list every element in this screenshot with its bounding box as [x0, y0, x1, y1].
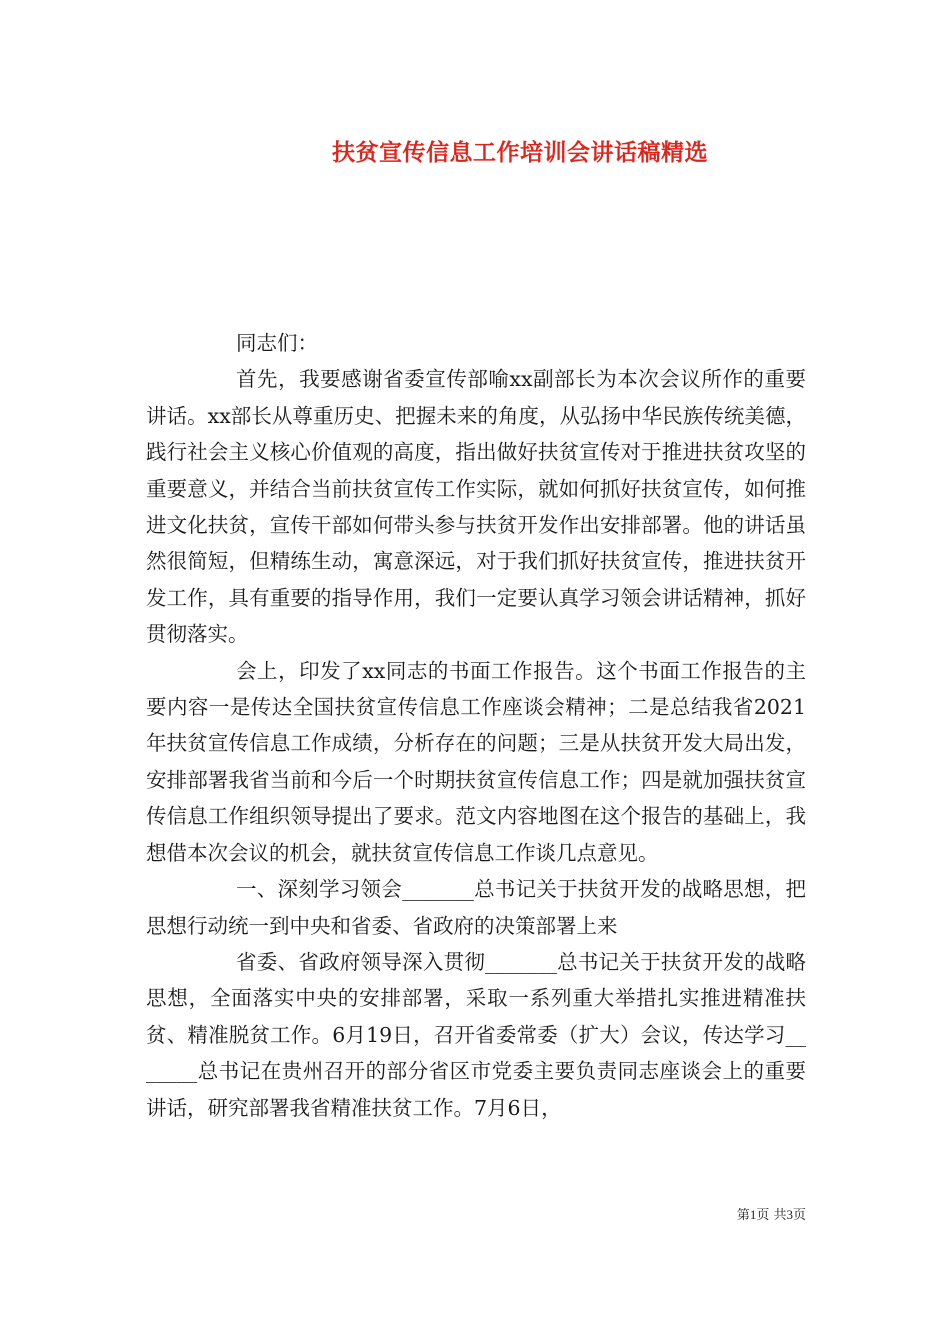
page-footer [0, 1204, 806, 1223]
salutation: 同志们： [236, 331, 318, 355]
section-heading-1: 一、深刻学习领会_______总书记关于扶贫开发的战略思想，把思想行动统一到中央和省委、省政府的决策部署上来 [146, 877, 806, 938]
paragraph-1: 首先，我要感谢省委宣传部喻xx副部长为本次会议所作的重要讲话。xx部长从尊重历史、把握未来的角度，从弘扬中华民族传统美德，践行社会主义核心价值观的高度，指出做好扶贫宣传对于推进扶贫攻坚的重要意义，并结合当前扶贫宣传工作实际，就如何抓好扶贫宣传，如何推进文化扶贫，宣传干部如何带头参与扶贫开发作出安排部署。他的讲话虽然很简短，但精练生动，寓意深远，对于我们抓好扶贫宣传，推进扶贫开发工作，具有重要的指导作用，我们一定要认真学习领会讲话精神，抓好贯彻落实。 [146, 367, 806, 647]
total-pages-number: 3 [786, 1207, 793, 1222]
document-body [146, 325, 806, 1126]
footer-middle: 页 共 [756, 1208, 787, 1223]
paragraph-2: 会上，印发了xx同志的书面工作报告。这个书面工作报告的主要内容一是传达全国扶贫宣传信息工作座谈会精神；二是总结我省2021年扶贫宣传信息工作成绩，分析存在的问题；三是从扶贫开发大局出发，安排部署我省当前和今后一个时期扶贫宣传信息工作；四是就加强扶贫宣传信息工作组织领导提出了要求。范文内容地图在这个报告的基础上，我想借本次会议的机会，就扶贫宣传信息工作谈几点意见。 [146, 658, 806, 865]
footer-prefix: 第 [736, 1208, 750, 1223]
current-page-number: 1 [749, 1207, 757, 1222]
footer-suffix: 页 [792, 1208, 806, 1223]
document-title: 扶贫宣传信息工作培训会讲话稿精选 [332, 139, 708, 166]
paragraph-3: 省委、省政府领导深入贯彻_______总书记关于扶贫开发的战略思想，全面落实中央的安排部署，采取一系列重大举措扎实推进精准扶贫、精准脱贫工作。6月19日，召开省委常委（扩大）会议，传达学习_______总书记在贵州召开的部分省区市党委主要负责同志座谈会上的重要讲话，研究部署我省精准扶贫工作。7月6日， [146, 949, 806, 1120]
